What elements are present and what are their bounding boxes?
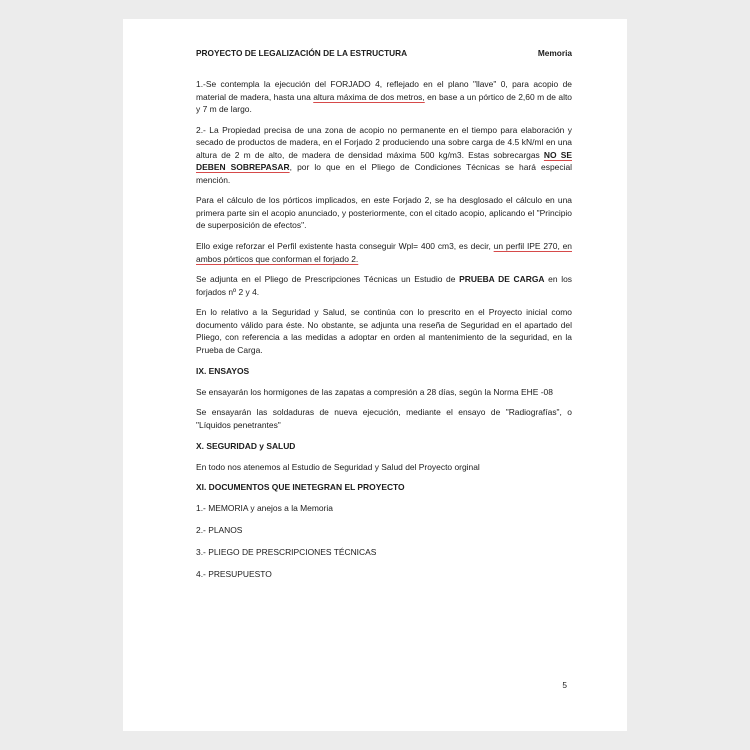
bold-warning-no-sobrepasar: NO SE DEBEN SOBREPASAR [196,149,572,173]
document-page [123,19,627,731]
paragraph-estudio-seguridad: En todo nos atenemos al Estudio de Seguridad y Salud del Proyecto orginal [196,461,480,472]
paragraph-forjado-4-text-b: en base a un pórtico de 2,60 m de alto y 7 m de largo. [196,91,572,114]
paragraph-acopio-forjado-2 [196,124,572,187]
header-project-title: PROYECTO DE LEGALIZACIÓN DE LA ESTRUCTURA [196,48,408,58]
paragraph-ensayo-soldaduras: Se ensayarán las soldaduras de nueva ejecución, mediante el ensayo de "Radiografías", o "Líquidos penetrantes" [196,407,572,430]
section-heading-documentos: XI. DOCUMENTOS QUE INETEGRAN EL PROYECTO [196,482,405,493]
underlined-max-height: altura máxima de dos metros, [313,91,425,102]
paragraph-forjado-4-text-a: 1.-Se contempla la ejecución del FORJADO 4, reflejado en el plano "llave" 0, para acopio de material de madera, hasta una [196,79,572,102]
paragraph-refuerzo-perfil [196,240,572,265]
header-section-name: Memoria [537,48,572,58]
page-number: 5 [562,680,567,690]
paragraph-calculo-porticos: Para el cálculo de los pórticos implicados, en este Forjado 2, se ha desglosado el cálculo en una primera parte sin el acopio anunciado, y posteriormente, con el citado acopio, aplicando el "Principio de superposición de efectos". [196,195,572,231]
paragraph-seguridad-salud: En lo relativo a la Seguridad y Salud, se continúa con lo prescrito en el Proyecto inicial como documento válido para éste. No obstante, se adjunta una reseña de Seguridad en el apartado del Pliego, con referencia a las medidas a adoptar en orden al mantenimiento de la seguridad, en la Prueba de Carga. [196,307,572,355]
page-body [196,78,572,590]
paragraph-ensayo-hormigones: Se ensayarán los hormigones de las zapatas a compresión a 28 días, según la Norma EHE -08 [196,386,553,397]
bold-prueba-de-carga: PRUEBA DE CARGA [459,274,545,285]
section-heading-ensayos: IX. ENSAYOS [196,365,250,376]
paragraph-acopio-text-b: , por lo que en el Pliego de Condiciones Técnicas se hará especial mención. [196,162,573,185]
list-item-presupuesto: 4.- PRESUPUESTO [196,569,272,580]
paragraph-prueba-carga-text-b: en los forjados nº 2 y 4. [196,274,573,297]
paragraph-prueba-carga-text-a: Se adjunta en el Pliego de Prescripciones Técnicas un Estudio de [196,274,460,285]
list-item-planos: 2.- PLANOS [196,525,243,536]
underlined-ipe-270: un perfil IPE 270, en ambos pórticos que conforman el forjado 2. [196,241,572,264]
list-item-memoria: 1.- MEMORIA y anejos a la Memoria [196,503,333,514]
paragraph-acopio-text-a: 2.- La Propiedad precisa de una zona de acopio no permanente en el tiempo para elaboración y secado de productos de madera, en el Forjado 2 produciendo una sobre carga de 4.5 kN/ml en una altura de 2 m de alto, de madera de densidad máxima 500 kg/m3. Estas sobrecargas [196,124,572,160]
paragraph-refuerzo-text-a: Ello exige reforzar el Perfil existente hasta conseguir Wpl= 400 cm3, es decir, [196,241,494,252]
paragraph-forjado-4 [196,78,572,116]
list-item-pliego: 3.- PLIEGO DE PRESCRIPCIONES TÉCNICAS [196,547,377,558]
paragraph-prueba-carga [196,273,572,298]
section-heading-seguridad: X. SEGURIDAD y SALUD [196,440,296,451]
